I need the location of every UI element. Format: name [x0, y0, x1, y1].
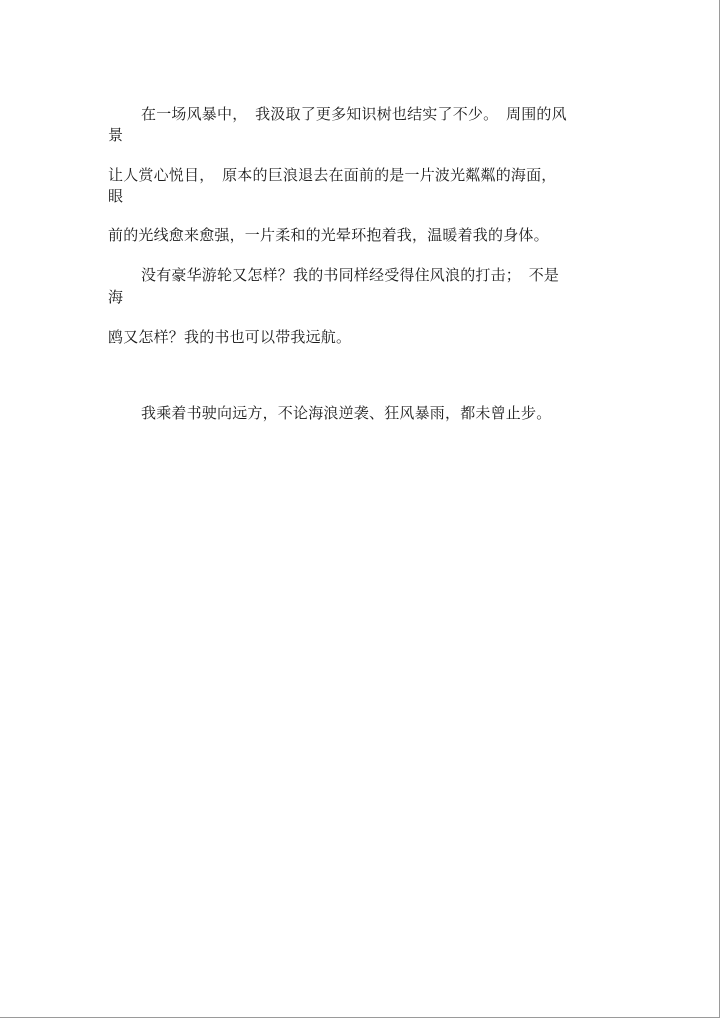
paragraph-1-line-1: 在一场风暴中， 我汲取了更多知识树也结实了不少。 周围的风 [141, 105, 567, 123]
paragraph-1-line-3: 让人赏心悦目， 原本的巨浪退去在面前的是一片波光粼粼的海面， [108, 166, 557, 184]
paragraph-2-line-2: 海 [108, 288, 124, 306]
paragraph-3-line-1: 我乘着书驶向远方，不论海浪逆袭、狂风暴雨，都未曾止步。 [141, 404, 552, 422]
paragraph-1-line-5: 前的光线愈来愈强，一片柔和的光晕环抱着我，温暖着我的身体。 [108, 226, 549, 244]
paragraph-1-line-4: 眼 [108, 187, 124, 205]
paragraph-1-line-2: 景 [108, 126, 124, 144]
paragraph-2-line-1: 没有豪华游轮又怎样？我的书同样经受得住风浪的打击； 不是 [141, 266, 560, 284]
paragraph-2-line-3: 鸥又怎样？我的书也可以带我远航。 [108, 328, 352, 346]
